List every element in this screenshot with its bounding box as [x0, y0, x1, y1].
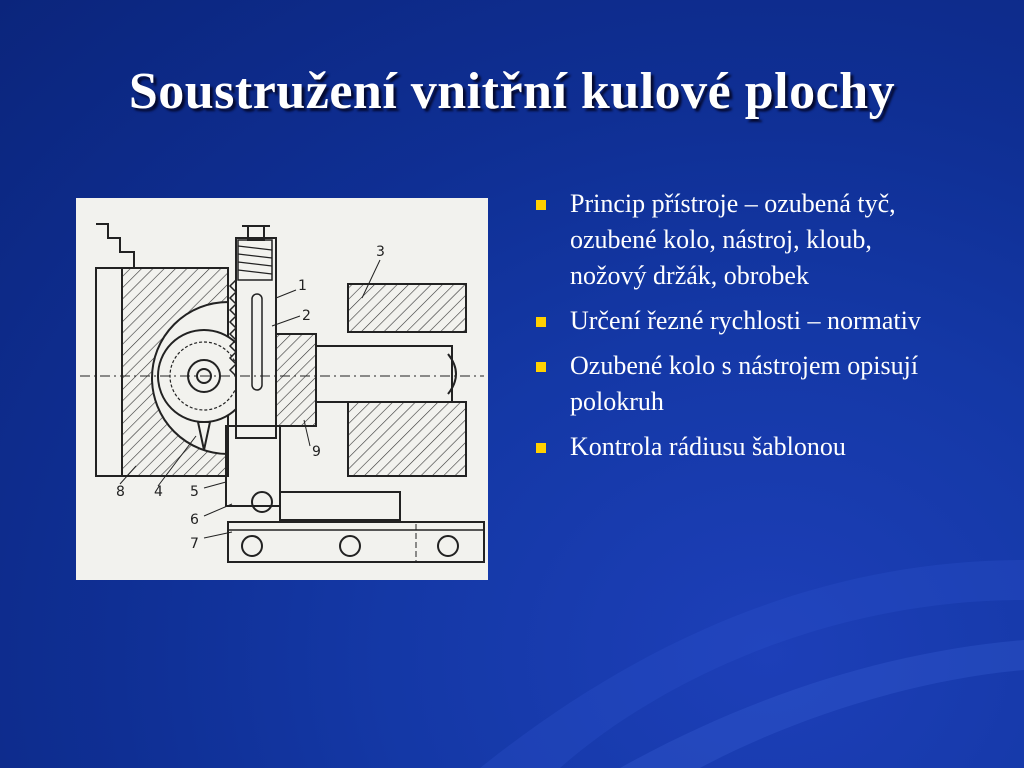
bullet-square-icon	[536, 443, 546, 453]
bullet-text: Ozubené kolo s nástrojem opisují polokruh	[570, 351, 919, 416]
bullet-text: Určení řezné rychlosti – normativ	[570, 306, 921, 335]
bullet-text: Princip přístroje – ozubená tyč, ozubené kolo, nástroj, kloub, nožový držák, obrobek	[570, 189, 896, 290]
bullet-square-icon	[536, 200, 546, 210]
bullet-text: Kontrola rádiusu šablonou	[570, 432, 846, 461]
bullet-item	[534, 429, 954, 465]
bullet-list	[534, 186, 954, 474]
part-label-2: 2	[302, 308, 311, 324]
part-label-1: 1	[298, 278, 307, 294]
bullet-item	[534, 348, 954, 420]
bullet-item	[534, 303, 954, 339]
part-label-4: 4	[154, 484, 163, 500]
bullet-square-icon	[536, 362, 546, 372]
part-label-6: 6	[190, 512, 199, 528]
part-label-7: 7	[190, 536, 199, 552]
bullet-square-icon	[536, 317, 546, 327]
slide-title: Soustružení vnitřní kulové plochy	[128, 63, 896, 120]
technical-drawing	[76, 198, 488, 580]
part-label-3: 3	[376, 244, 385, 260]
bullet-item	[534, 186, 954, 294]
part-label-5: 5	[190, 484, 199, 500]
part-label-9: 9	[312, 444, 321, 460]
lathe-fixture-diagram	[76, 198, 488, 580]
part-label-8: 8	[116, 484, 125, 500]
